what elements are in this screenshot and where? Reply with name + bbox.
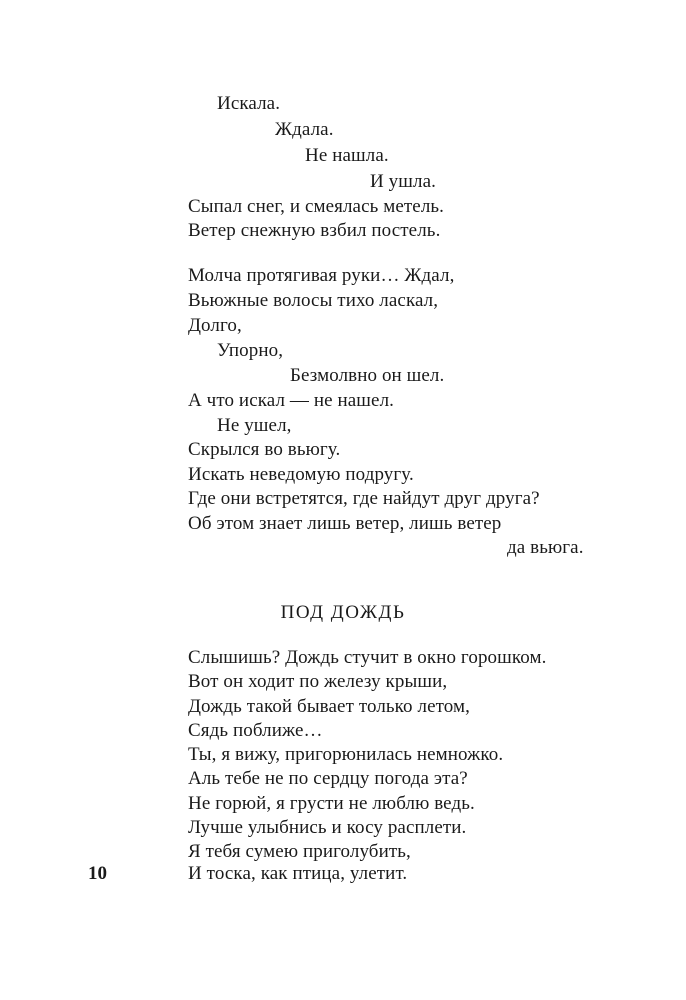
- poem-line: да вьюга.: [507, 537, 584, 558]
- poem-line: И тоска, как птица, улетит.: [188, 863, 408, 884]
- poem-line: Аль тебе не по сердцу погода эта?: [188, 768, 468, 789]
- poem-line: Вьюжные волосы тихо ласкал,: [188, 290, 439, 311]
- poem-line: Сыпал снег, и смеялась метель.: [188, 196, 445, 217]
- poem-line: Не ушел,: [217, 415, 292, 436]
- poem-line: И ушла.: [370, 171, 436, 192]
- poem-title: ПОД ДОЖДЬ: [280, 602, 406, 623]
- poem-line: Лучше улыбнись и косу расплети.: [188, 817, 467, 838]
- poem-line: Я тебя сумею приголубить,: [188, 841, 411, 862]
- poem-line: Слышишь? Дождь стучит в окно горошком.: [188, 647, 547, 668]
- poem-line: Вот он ходит по железу крыши,: [188, 671, 448, 692]
- poem-line: Не горюй, я грусти не люблю ведь.: [188, 793, 475, 814]
- poem-line: Ты, я вижу, пригорюнилась немножко.: [188, 744, 504, 765]
- poem-line: Где они встретятся, где найдут друг друга?: [188, 488, 540, 509]
- poem-line: Искала.: [217, 93, 281, 114]
- poem-line: Долго,: [188, 315, 242, 336]
- poem-line: Ветер снежную взбил постель.: [188, 220, 441, 241]
- poem-line: Об этом знает лишь ветер, лишь ветер: [188, 513, 502, 534]
- poem-line: Не нашла.: [305, 145, 389, 166]
- page-number: 10: [88, 863, 107, 884]
- poem-line: Скрылся во вьюгу.: [188, 439, 341, 460]
- poem-line: Искать неведомую подругу.: [188, 464, 414, 485]
- poem-line: Ждала.: [275, 119, 334, 140]
- poem-line: Молча протягивая руки… Ждал,: [188, 265, 455, 286]
- poem-line: Сядь поближе…: [188, 720, 323, 741]
- poem-line: Безмолвно он шел.: [290, 365, 445, 386]
- poem-line: Упорно,: [217, 340, 284, 361]
- poem-line: Дождь такой бывает только летом,: [188, 696, 470, 717]
- poem-line: А что искал — не нашел.: [188, 390, 395, 411]
